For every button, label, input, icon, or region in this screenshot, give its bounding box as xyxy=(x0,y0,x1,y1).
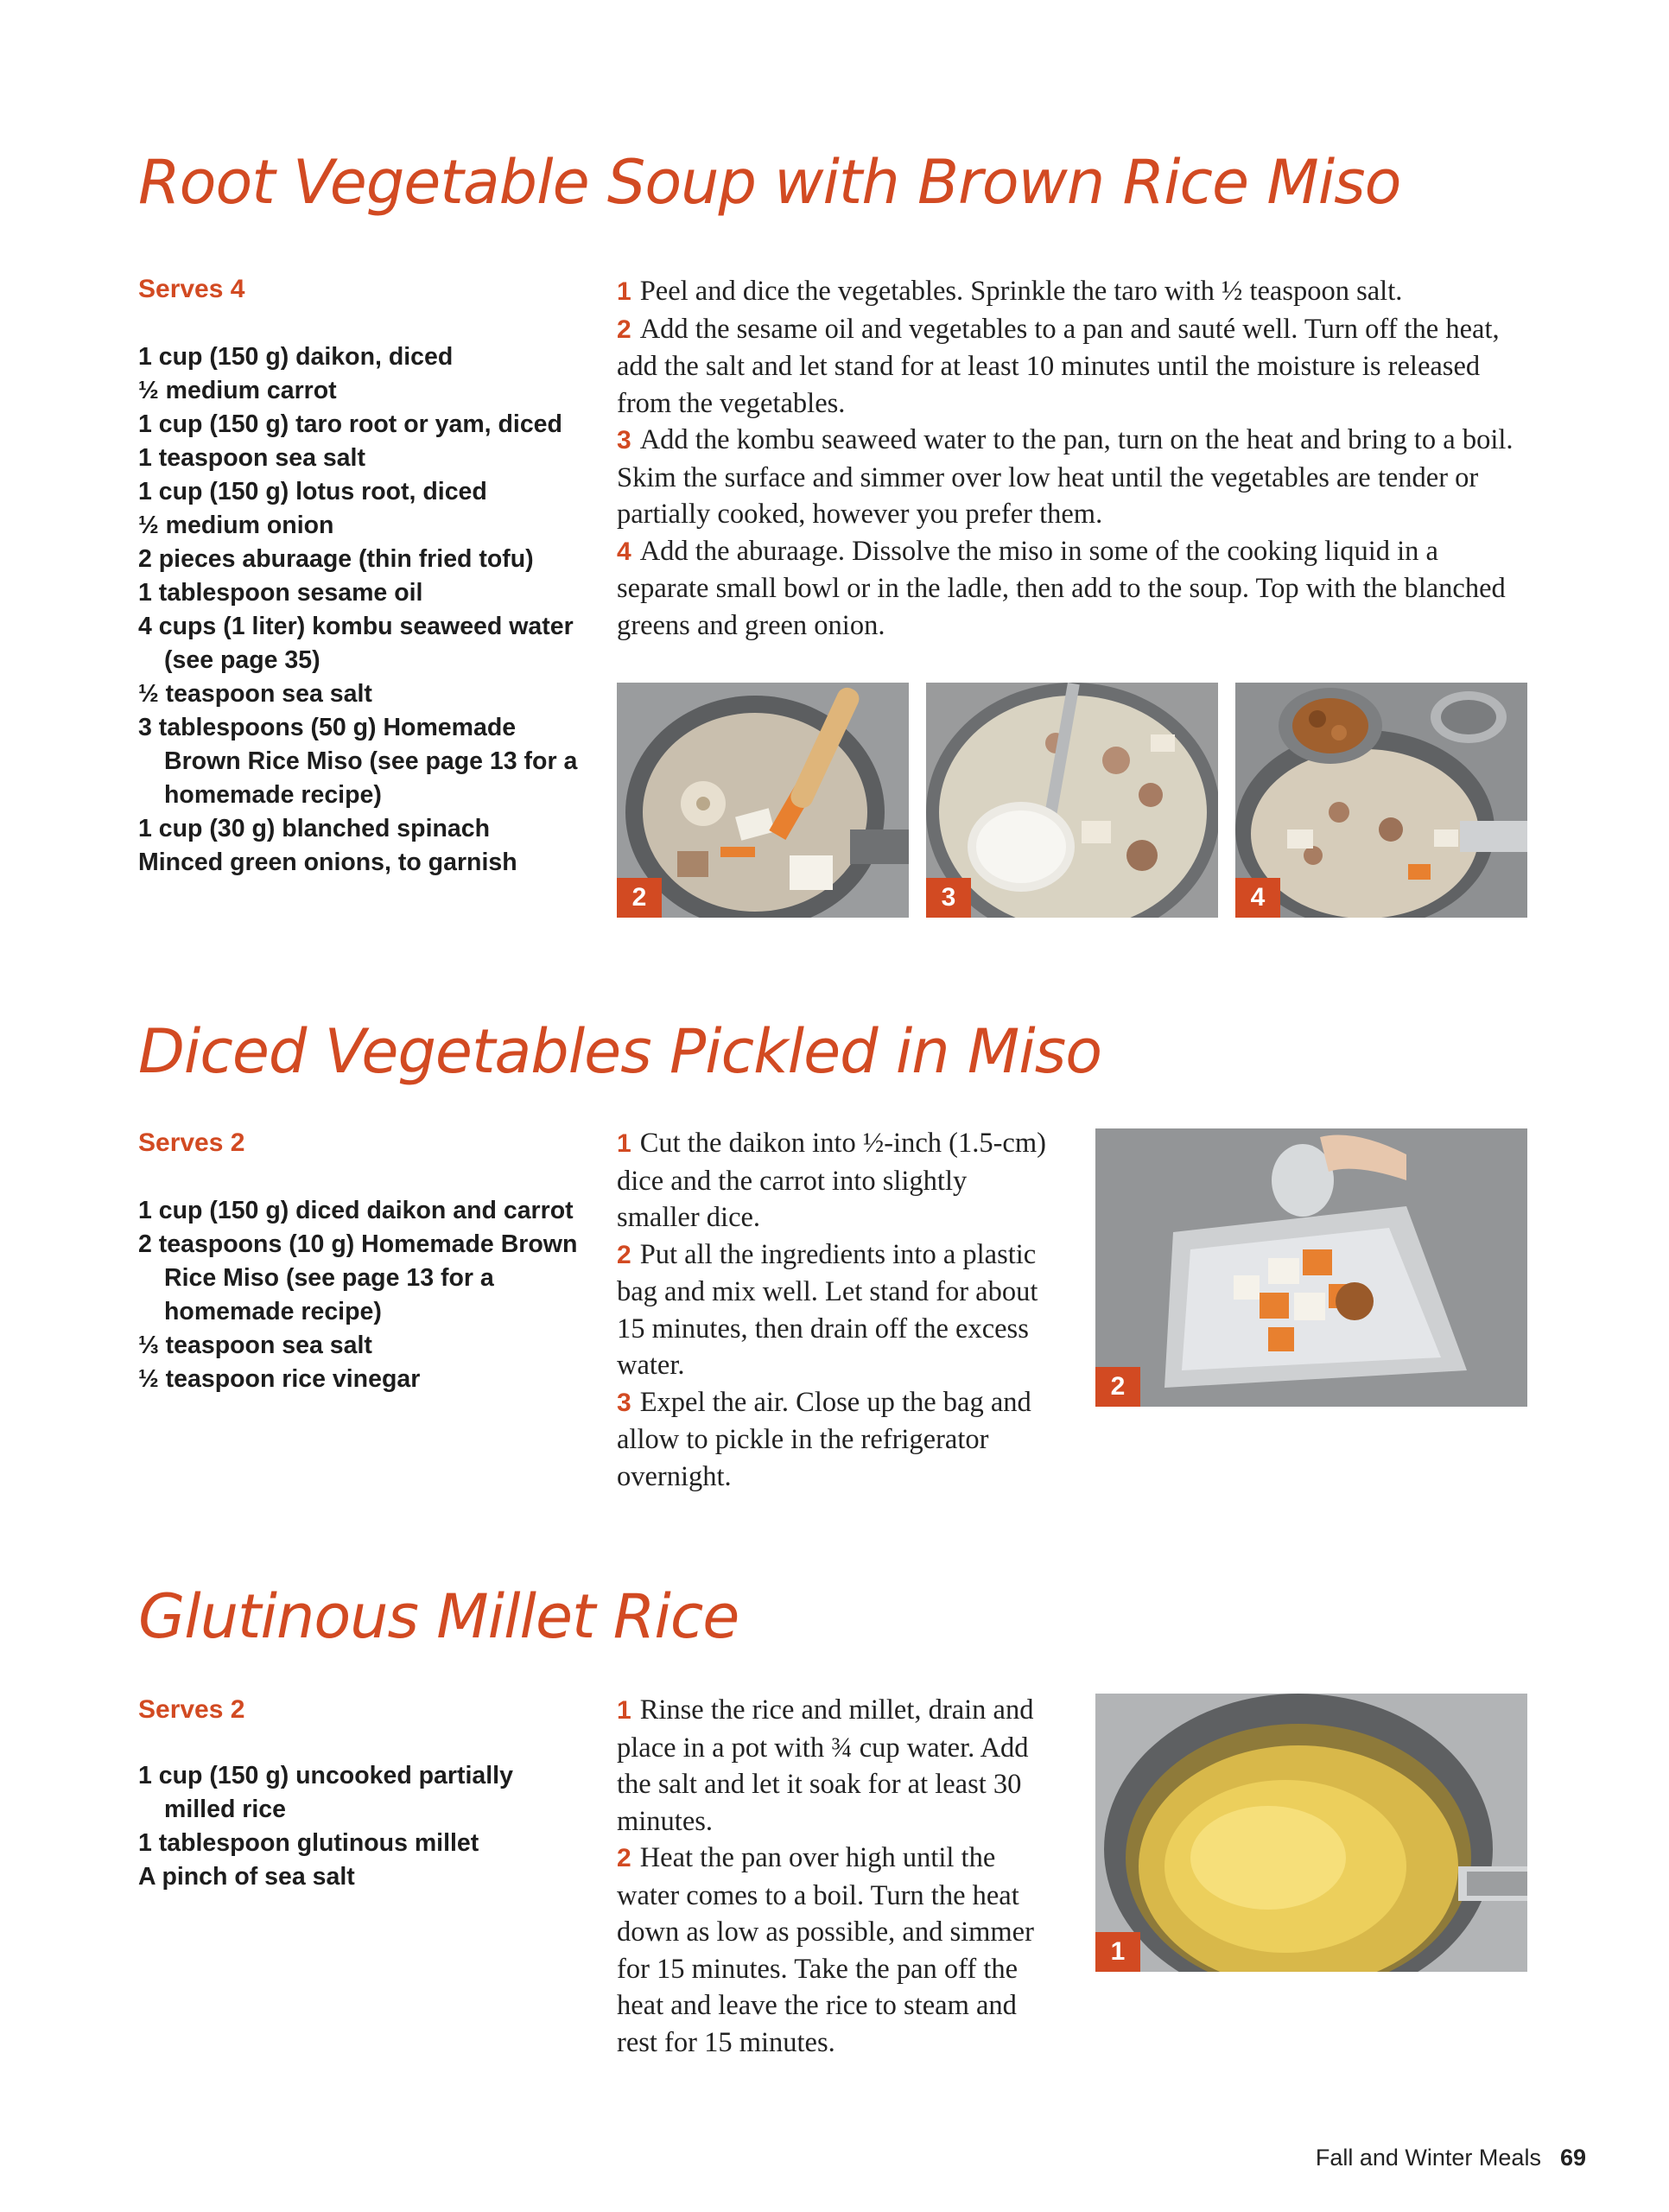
photo-step-badge: 1 xyxy=(1095,1932,1140,1972)
step-number: 1 xyxy=(617,277,631,306)
millet-pot-illustration-icon xyxy=(1095,1694,1527,1972)
miso-ladle-photo-icon xyxy=(1235,683,1527,918)
ingredient-item: 4 cups (1 liter) kombu seaweed water (see page 35) xyxy=(138,613,574,674)
ingredient-item: 1 tablespoon sesame oil xyxy=(138,579,423,607)
step-number: 1 xyxy=(617,1696,631,1725)
page-footer xyxy=(1316,2145,1586,2171)
step-text: Rinse the rice and millet, drain and place in a pot with ¾ cup water. Add the salt and let it soak for at least 30 minutes. xyxy=(617,1694,1034,1837)
simmer-ladle-photo-icon xyxy=(926,683,1218,918)
serves-label: Serves 2 xyxy=(138,1695,245,1724)
step-text: Peel and dice the vegetables. Sprinkle the taro with ½ teaspoon salt. xyxy=(639,276,1403,307)
step-number: 1 xyxy=(617,1129,631,1158)
ingredient-item: Minced green onions, to garnish xyxy=(138,849,517,876)
ingredient-item: 3 tablespoons (50 g) Homemade Brown Rice Miso (see page 13 for a homemade recipe) xyxy=(138,714,578,809)
plastic-bag-illustration-icon xyxy=(1095,1128,1527,1407)
photo-step-badge: 3 xyxy=(926,878,971,918)
step-number: 2 xyxy=(617,1240,631,1269)
step-number: 3 xyxy=(617,1388,631,1417)
step-item xyxy=(617,1125,1049,1236)
ingredient-list xyxy=(138,340,587,880)
ingredient-item: ½ teaspoon sea salt xyxy=(138,680,372,708)
plastic-bag-photo-icon xyxy=(1095,1128,1527,1407)
ingredient-item: 1 cup (150 g) daikon, diced xyxy=(138,343,454,371)
photo-step-badge: 4 xyxy=(1235,878,1280,918)
page-number: 69 xyxy=(1559,2145,1586,2171)
step-number: 2 xyxy=(617,1844,631,1872)
step-item xyxy=(617,533,1533,645)
ingredient-item: 2 teaspoons (10 g) Homemade Brown Rice Miso (see page 13 for a homemade recipe) xyxy=(138,1230,578,1325)
ingredient-list xyxy=(138,1194,587,1396)
saute-pan-photo-icon xyxy=(617,683,909,918)
ingredient-item: 1 cup (150 g) diced daikon and carrot xyxy=(138,1197,574,1224)
step-item xyxy=(617,311,1533,423)
ingredient-item: 1 cup (30 g) blanched spinach xyxy=(138,815,491,842)
millet-pot-photo-icon xyxy=(1095,1694,1527,1972)
step-list xyxy=(617,1125,1049,1495)
recipe-title: Diced Vegetables Pickled in Miso xyxy=(138,1016,1102,1087)
step-text: Put all the ingredients into a plastic bag and mix well. Let stand for about 15 minutes, then drain off the excess water. xyxy=(617,1238,1038,1381)
photo-step-badge: 2 xyxy=(617,878,662,918)
step-list xyxy=(617,273,1533,644)
step-text: Add the sesame oil and vegetables to a pan and sauté well. Turn off the heat, add the salt and let stand for at least 10 minutes until the moisture is released from the vegetables. xyxy=(617,313,1500,419)
step-item xyxy=(617,273,1533,311)
step-item xyxy=(617,422,1533,533)
recipe-title: Glutinous Millet Rice xyxy=(138,1581,739,1652)
ingredient-item: ½ medium onion xyxy=(138,512,334,539)
footer-section-title: Fall and Winter Meals xyxy=(1315,2145,1541,2171)
step-text: Expel the air. Close up the bag and allow to pickle in the refrigerator overnight. xyxy=(617,1386,1031,1492)
ingredient-item: 1 teaspoon sea salt xyxy=(138,444,365,472)
ingredient-item: 1 tablespoon glutinous millet xyxy=(138,1829,479,1857)
ingredient-item: 2 pieces aburaage (thin fried tofu) xyxy=(138,545,534,573)
step-item xyxy=(617,1692,1049,1840)
serves-label: Serves 4 xyxy=(138,275,245,303)
ingredient-item: ½ medium carrot xyxy=(138,377,337,404)
step-number: 4 xyxy=(617,537,631,566)
serves-label: Serves 2 xyxy=(138,1128,245,1157)
step-item xyxy=(617,1840,1049,2061)
ingredient-item: 1 cup (150 g) lotus root, diced xyxy=(138,478,487,505)
ingredient-item: ⅓ teaspoon sea salt xyxy=(138,1332,372,1359)
ingredient-item: 1 cup (150 g) uncooked partially milled rice xyxy=(138,1762,513,1823)
ingredient-item: 1 cup (150 g) taro root or yam, diced xyxy=(138,410,562,438)
recipe-title: Root Vegetable Soup with Brown Rice Miso xyxy=(138,147,1401,218)
step-list xyxy=(617,1692,1049,2061)
ingredient-item: A pinch of sea salt xyxy=(138,1863,355,1891)
photo-step-badge: 2 xyxy=(1095,1367,1140,1407)
step-item xyxy=(617,1236,1049,1384)
step-text: Add the kombu seaweed water to the pan, turn on the heat and bring to a boil. Skim the surface and simmer over low heat until the vegetables are tender or partially cooked, however you prefer them. xyxy=(617,424,1514,530)
step-number: 3 xyxy=(617,426,631,454)
step-item xyxy=(617,1384,1049,1496)
step-number: 2 xyxy=(617,315,631,344)
ingredient-item: ½ teaspoon rice vinegar xyxy=(138,1365,421,1393)
step-text: Add the aburaage. Dissolve the miso in some of the cooking liquid in a separate small bowl or in the ladle, then add to the soup. Top with the blanched greens and green onion. xyxy=(617,535,1506,641)
step-text: Heat the pan over high until the water comes to a boil. Turn the heat down as low as possible, and simmer for 15 minutes. Take the pan off the heat and leave the rice to steam and rest for 15 minutes. xyxy=(617,1842,1034,2058)
step-text: Cut the daikon into ½-inch (1.5-cm) dice and the carrot into slightly smaller dice. xyxy=(617,1128,1046,1233)
ingredient-list xyxy=(138,1759,587,1894)
